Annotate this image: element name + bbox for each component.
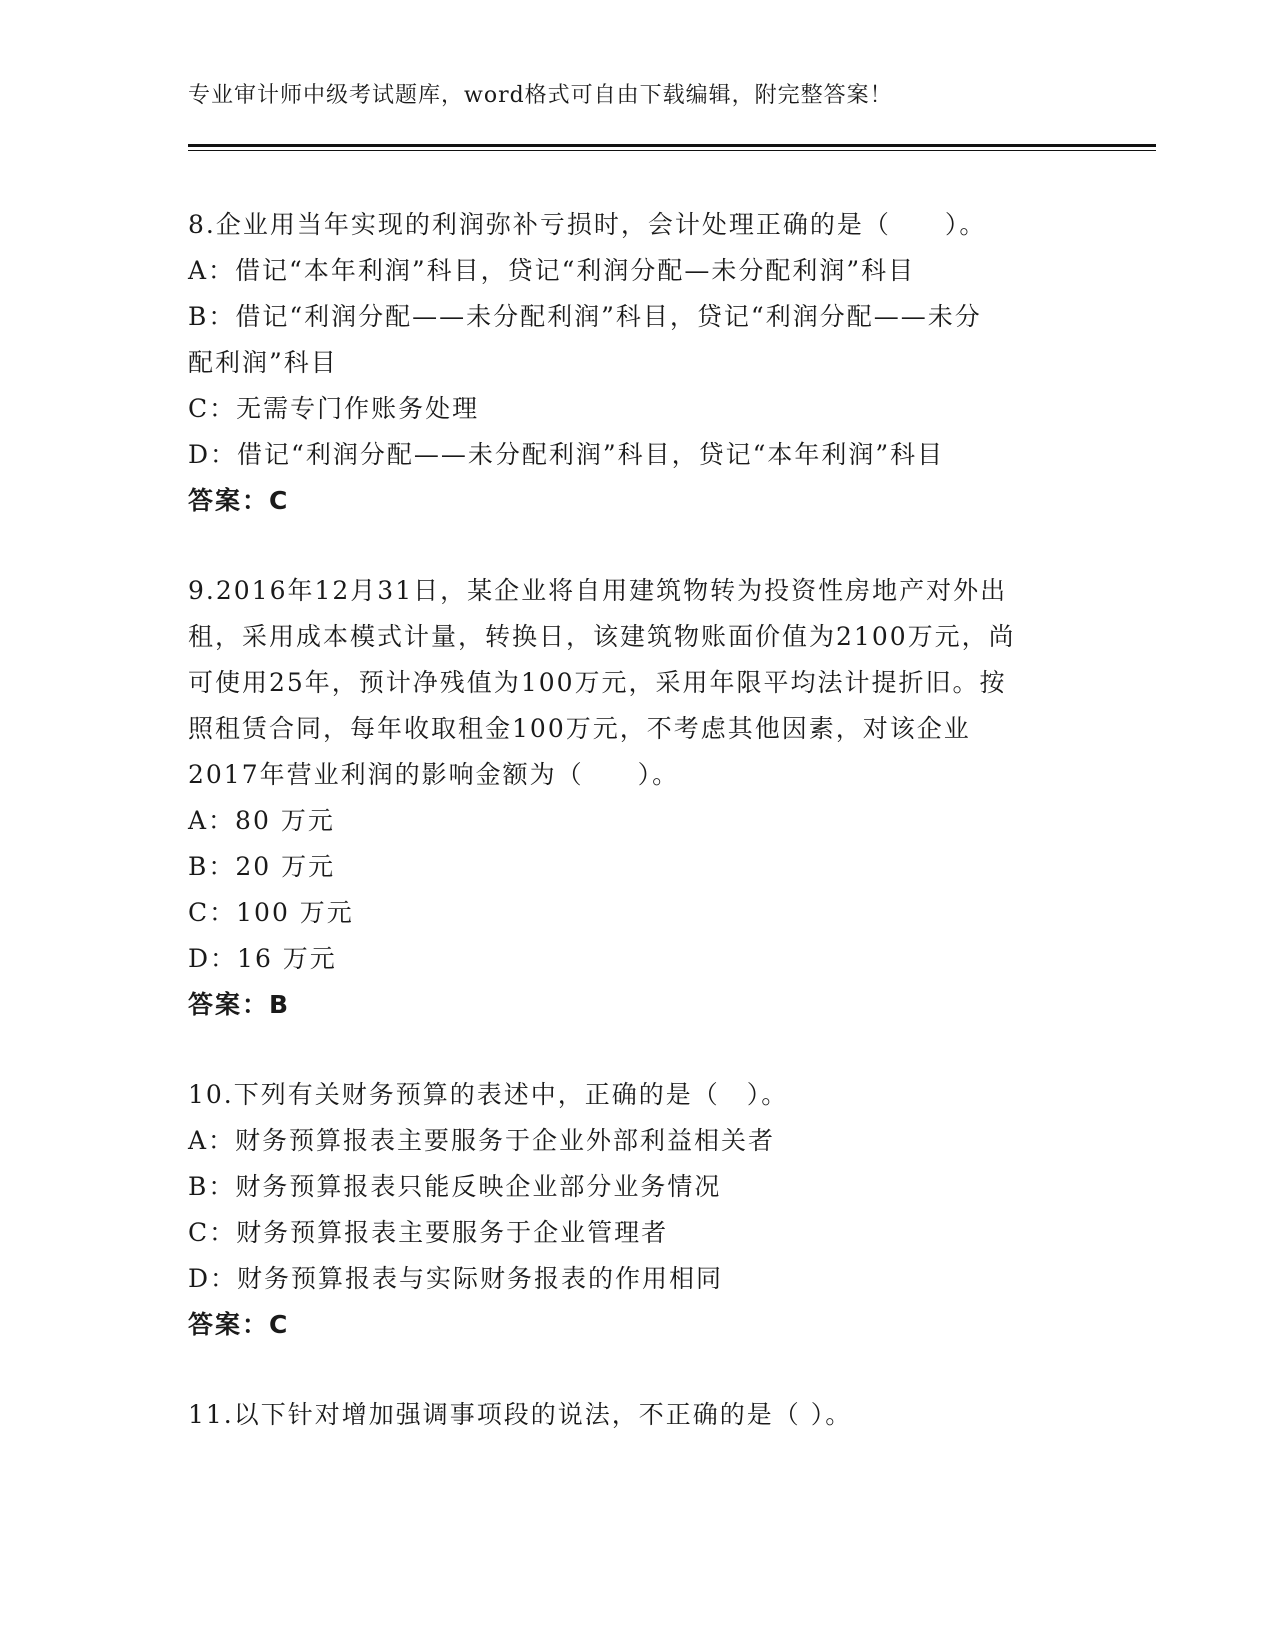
option-b: B：财务预算报表只能反映企业部分业务情况 — [188, 1172, 722, 1201]
option-b: B：20 万元 — [188, 852, 336, 881]
header-divider-thin — [188, 150, 1156, 151]
option-c: C：财务预算报表主要服务于企业管理者 — [188, 1218, 669, 1247]
question-9 — [188, 568, 1088, 1028]
header-divider-thick — [188, 144, 1156, 147]
option-d: D：借记“利润分配——未分配利润”科目，贷记“本年利润”科目 — [188, 440, 945, 469]
question-spacer — [188, 1348, 1088, 1392]
option-a: A：80 万元 — [188, 806, 335, 835]
question-stem-continued: 照租赁合同，每年收取租金100万元，不考虑其他因素，对该企业 — [188, 714, 971, 743]
question-list — [188, 202, 1088, 1438]
answer-line: 答案：C — [188, 1310, 290, 1339]
option-b: B：借记“利润分配——未分配利润”科目，贷记“利润分配——未分 — [188, 302, 982, 331]
question-spacer — [188, 1028, 1088, 1072]
question-stem-continued: 租，采用成本模式计量，转换日，该建筑物账面价值为2100万元，尚 — [188, 622, 1016, 651]
question-spacer — [188, 524, 1088, 568]
question-stem: 11.以下针对增加强调事项段的说法，不正确的是（ ）。 — [188, 1400, 853, 1429]
option-d: D：财务预算报表与实际财务报表的作用相同 — [188, 1264, 724, 1293]
question-stem: 9.2016年12月31日，某企业将自用建筑物转为投资性房地产对外出 — [188, 576, 1008, 605]
question-stem-continued: 可使用25年，预计净残值为100万元，采用年限平均法计提折旧。按 — [188, 668, 1007, 697]
option-a: A：借记“本年利润”科目，贷记“利润分配—未分配利润”科目 — [188, 256, 916, 285]
option-c: C：100 万元 — [188, 898, 354, 927]
question-11 — [188, 1392, 1088, 1438]
question-8 — [188, 202, 1088, 524]
question-stem: 10.下列有关财务预算的表述中，正确的是（ ）。 — [188, 1080, 789, 1109]
answer-line: 答案：C — [188, 486, 290, 515]
question-10 — [188, 1072, 1088, 1348]
question-stem-continued: 2017年营业利润的影响金额为（ ）。 — [188, 760, 680, 789]
option-b-continued: 配利润”科目 — [188, 348, 338, 377]
question-stem: 8.企业用当年实现的利润弥补亏损时，会计处理正确的是（ ）。 — [188, 210, 987, 239]
option-a: A：财务预算报表主要服务于企业外部利益相关者 — [188, 1126, 776, 1155]
page-header-text: 专业审计师中级考试题库，word格式可自由下载编辑，附完整答案！ — [188, 83, 893, 108]
option-d: D：16 万元 — [188, 944, 337, 973]
option-c: C：无需专门作账务处理 — [188, 394, 480, 423]
answer-line: 答案：B — [188, 990, 291, 1019]
